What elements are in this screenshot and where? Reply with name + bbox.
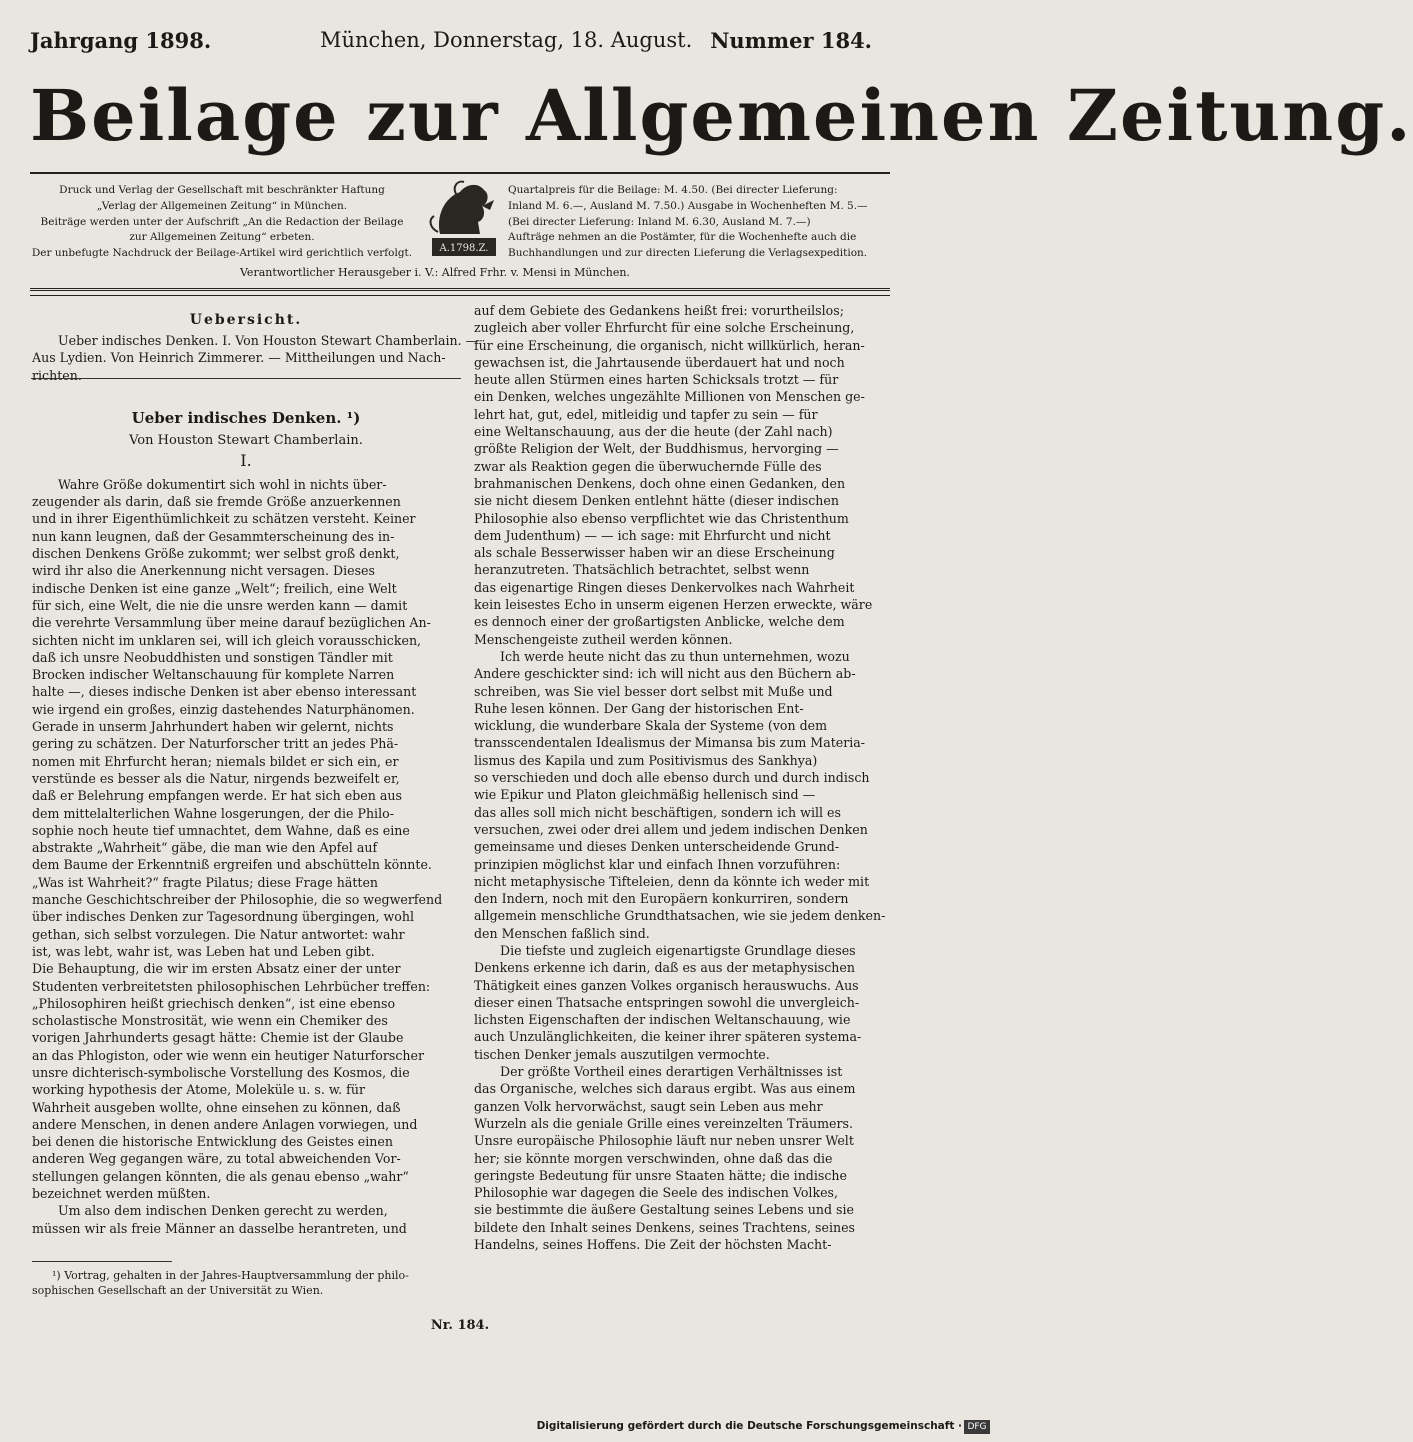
imprint-left <box>30 183 414 262</box>
text-line: ist, was lebt, wahr ist, was Leben hat und Leben gibt. <box>32 943 375 959</box>
text-line: unsre dichterisch-symbolische Vorstellung des Kosmos, die <box>32 1064 410 1080</box>
issue-year: Jahrgang 1898. <box>30 28 212 53</box>
text-line: ein Denken, welches ungezählte Millionen von Menschen ge- <box>474 389 865 405</box>
overview-divider <box>31 378 461 379</box>
text-line: das alles soll mich nicht beschäftigen, sondern ich will es <box>474 804 841 820</box>
text-line: das eigenartige Ringen dieses Denkervolkes nach Wahrheit <box>474 579 855 595</box>
text-line: her; sie könnte morgen verschwinden, ohne daß das die <box>474 1150 833 1166</box>
digitization-credit: Digitalisierung gefördert durch die Deutsche Forschungsgemeinschaft · <box>536 1420 962 1432</box>
overview-line: Ueber indisches Denken. I. Von Houston Stewart Chamberlain. — <box>58 333 479 348</box>
text-line: „Was ist Wahrheit?“ fragte Pilatus; diese Frage hätten <box>32 874 379 890</box>
text-line: heute allen Stürmen eines harten Schicksals trotzt — für <box>474 372 839 388</box>
text-line: Ich werde heute nicht das zu thun unternehmen, wozu <box>500 648 850 664</box>
text-line: wie Epikur und Platon gleichmäßig hellenisch sind — <box>474 787 816 803</box>
text-line: indische Denken ist eine ganze „Welt“; freilich, eine Welt <box>32 580 397 596</box>
text-line: Andere geschickter sind: ich will nicht aus den Büchern ab- <box>474 666 856 682</box>
text-line: sie bestimmte die äußere Gestaltung seines Lebens und sie <box>474 1202 854 1218</box>
text-line: daß er Belehrung empfangen werde. Er hat sich eben aus <box>32 788 402 804</box>
imprint-line: Quartalpreis für die Beilage: M. 4.50. (Bei directer Lieferung: <box>508 184 838 196</box>
text-line: allgemein menschliche Grundthatsachen, wie sie jedem denken- <box>474 908 886 924</box>
text-line: an das Phlogiston, oder wie wenn ein heutiger Naturforscher <box>32 1047 424 1063</box>
masthead-rule <box>30 172 890 174</box>
text-line: manche Geschichtschreiber der Philosophie, die so wegwerfend <box>32 892 443 908</box>
overview-line: Aus Lydien. Von Heinrich Zimmerer. — Mittheilungen und Nach- <box>32 350 446 366</box>
text-line: lismus des Kapila und zum Positivismus des Sankhya) <box>474 752 818 768</box>
text-line: lehrt hat, gut, edel, mitleidig und tapfer zu sein — für <box>474 406 818 422</box>
text-line: gewachsen ist, die Jahrtausende überdauert hat und noch <box>474 354 845 370</box>
text-line: nun kann leugnen, daß der Gesammterscheinung des in- <box>32 528 395 544</box>
header-double-rule <box>30 288 890 296</box>
text-line: Unsre europäische Philosophie läuft nur neben unsrer Welt <box>474 1133 854 1149</box>
imprint-line: zur Allgemeinen Zeitung“ erbeten. <box>129 231 315 244</box>
text-line: heranzutreten. Thatsächlich betrachtet, selbst wenn <box>474 562 810 578</box>
text-line: kein leisestes Echo in unserm eigenen Herzen erweckte, wäre <box>474 597 873 613</box>
text-line: zwar als Reaktion gegen die überwuchernde Fülle des <box>474 458 822 474</box>
right-column <box>474 302 896 1253</box>
text-line: bezeichnet werden müßten. <box>32 1186 211 1202</box>
text-line: andere Menschen, in denen andere Anlagen vorwiegen, und <box>32 1116 418 1132</box>
text-line: gethan, sich selbst vorzulegen. Die Natur antwortet: wahr <box>32 926 405 942</box>
text-line: Um also dem indischen Denken gerecht zu werden, <box>58 1203 388 1219</box>
text-line: den Indern, noch mit den Europäern konkurriren, sondern <box>474 891 849 907</box>
text-line: dischen Denkens Größe zukommt; wer selbst groß denkt, <box>32 546 400 562</box>
overview-title: Uebersicht. <box>189 312 303 328</box>
text-line: nicht metaphysische Tifteleien, denn da könnte ich weder mit <box>474 873 870 889</box>
text-line: Wurzeln als die geniale Grille eines vereinzelten Träumers. <box>474 1115 853 1131</box>
overview-line: richten. <box>32 367 82 383</box>
text-line: es dennoch einer der großartigsten Anblicke, welche dem <box>474 614 845 630</box>
imprint-line: Beiträge werden unter der Aufschrift „An die Redaction der Beilage <box>40 215 404 228</box>
text-line: müssen wir als freie Männer an dasselbe herantreten, und <box>32 1220 407 1236</box>
text-line: dieser einen Thatsache entspringen sowohl die unvergleich- <box>474 994 860 1010</box>
footnote <box>32 1268 460 1298</box>
text-line: anderen Weg gegangen wäre, zu total abweichenden Vor- <box>32 1151 401 1167</box>
text-line: Philosophie war dagegen die Seele des indischen Volkes, <box>474 1185 839 1201</box>
text-line: Studenten verbreitetsten philosophischen Lehrbücher treffen: <box>32 978 431 994</box>
left-column <box>32 312 479 1237</box>
text-line: wicklung, die wunderbare Skala der Systeme (von dem <box>474 718 828 734</box>
text-line: Menschengeiste zutheil werden können. <box>474 631 733 647</box>
text-line: für eine Erscheinung, die organisch, nicht willkürlich, heran- <box>474 337 865 353</box>
text-line: transscendentalen Idealismus der Mimansa bis zum Materia- <box>474 735 866 751</box>
text-line: bei denen die historische Entwicklung des Geistes einen <box>32 1134 393 1150</box>
page-number: Nr. 184. <box>430 1318 490 1333</box>
text-line: tischen Denker jemals auszutilgen vermochte. <box>474 1046 770 1062</box>
text-line: verstünde es besser als die Natur, nirgends bezweifelt er, <box>32 770 400 786</box>
text-line: Ruhe lesen können. Der Gang der historischen Ent- <box>474 700 804 716</box>
text-line: den Menschen faßlich sind. <box>474 925 650 941</box>
text-line: sichten nicht im unklaren sei, will ich gleich vorausschicken, <box>32 632 422 648</box>
imprint-right <box>508 183 894 262</box>
emblem-label: A.1798.Z. <box>439 243 489 254</box>
text-line: dem Judenthum) — — ich sage: mit Ehrfurcht und nicht <box>474 527 831 543</box>
imprint-line: (Bei directer Lieferung: Inland M. 6.30, Ausland M. 7.—) <box>508 215 811 228</box>
text-line: auch Unzulänglichkeiten, die keiner ihrer späteren systema- <box>474 1029 862 1045</box>
text-line: Die tiefste und zugleich eigenartigste Grundlage dieses <box>500 942 856 958</box>
right-column-text <box>474 302 896 1253</box>
text-line: Handelns, seines Hoffens. Die Zeit der höchsten Macht- <box>474 1237 832 1253</box>
text-line: gering zu schätzen. Der Naturforscher tritt an jedes Phä- <box>32 736 399 752</box>
text-line: wird ihr also die Anerkennung nicht versagen. Dieses <box>32 563 375 579</box>
text-line: working hypothesis der Atome, Moleküle u. s. w. für <box>32 1082 365 1098</box>
text-line: Der größte Vortheil eines derartigen Verhältnisses ist <box>500 1064 843 1080</box>
text-line: dem Baume der Erkenntniß ergreifen und abschütteln könnte. <box>32 857 432 873</box>
text-line: vorigen Jahrhunderts gesagt hätte: Chemie ist der Glaube <box>32 1030 404 1046</box>
text-line: nomen mit Ehrfurcht heran; niemals bildet er sich ein, er <box>32 753 399 769</box>
lion-emblem-icon <box>426 176 502 260</box>
text-line: Thätigkeit eines ganzen Volkes organisch herauswuchs. Aus <box>474 977 859 993</box>
text-line: daß ich unsre Neobuddhisten und sonstigen Tändler mit <box>32 649 393 665</box>
dfg-logo: DFG <box>964 1420 990 1434</box>
issue-header <box>30 28 872 58</box>
footnote-line: sophischen Gesellschaft an der Universität zu Wien. <box>32 1284 324 1297</box>
text-line: lichsten Eigenschaften der indischen Weltanschauung, wie <box>474 1012 851 1028</box>
text-line: halte —, dieses indische Denken ist aber ebenso interessant <box>32 684 417 700</box>
masthead-title: Beilage zur Allgemeinen Zeitung. <box>30 74 1413 157</box>
imprint-line: Druck und Verlag der Gesellschaft mit beschränkter Haftung <box>59 184 385 196</box>
text-line: versuchen, zwei oder drei allem und jedem indischen Denken <box>474 821 868 837</box>
text-line: zeugender als darin, daß sie fremde Größe anzuerkennen <box>32 494 401 510</box>
article-author: Von Houston Stewart Chamberlain. <box>129 432 363 448</box>
article-title: Ueber indisches Denken. ¹) <box>131 408 361 427</box>
text-line: sie nicht diesem Denken entlehnt hätte (dieser indischen <box>474 493 839 509</box>
left-column-text <box>32 476 460 1237</box>
text-line: Die Behauptung, die wir im ersten Absatz einer der unter <box>32 961 401 977</box>
footnote-line: ¹) Vortrag, gehalten in der Jahres-Hauptversammlung der philo- <box>52 1269 409 1282</box>
issue-place-date: München, Donnerstag, 18. August. <box>320 28 693 52</box>
text-line: dem mittelalterlichen Wahne losgerungen, der die Philo- <box>32 805 394 821</box>
text-line: stellungen gelangen könnten, die als genau ebenso „wahr“ <box>32 1168 409 1184</box>
text-line: ganzen Volk hervorwächst, saugt sein Leben aus mehr <box>474 1098 823 1114</box>
text-line: schreiben, was Sie viel besser dort selbst mit Muße und <box>474 683 833 699</box>
text-line: für sich, eine Welt, die nie die unsre werden kann — damit <box>32 597 408 613</box>
imprint-line: Inland M. 6.—, Ausland M. 7.50.) Ausgabe in Wochenheften M. 5.— <box>508 199 868 212</box>
text-line: sophie noch heute tief umnachtet, dem Wahne, daß es eine <box>32 822 410 838</box>
text-line: eine Weltanschauung, aus der die heute (der Zahl nach) <box>474 424 833 440</box>
imprint-line: Buchhandlungen und zur directen Lieferung die Verlagsexpedition. <box>508 247 868 260</box>
article-part: I. <box>240 450 252 470</box>
text-line: bildete den Inhalt seines Denkens, seines Trachtens, seines <box>474 1219 856 1235</box>
text-line: Brocken indischer Weltanschauung für komplete Narren <box>32 667 395 683</box>
text-line: und in ihrer Eigenthümlichkeit zu schätzen versteht. Keiner <box>32 511 416 527</box>
text-line: prinzipien möglichst klar und einfach Ihnen vorzuführen: <box>474 856 841 872</box>
issue-number: Nummer 184. <box>710 28 872 53</box>
text-line: geringste Bedeutung für unsre Staaten hätte; die indische <box>474 1167 847 1183</box>
text-line: als schale Besserwisser haben wir an diese Erscheinung <box>474 545 835 561</box>
text-line: über indisches Denken zur Tagesordnung übergingen, wohl <box>32 909 414 925</box>
text-line: Gerade in unserm Jahrhundert haben wir gelernt, nichts <box>32 719 394 735</box>
text-line: Wahre Größe dokumentirt sich wohl in nichts über- <box>58 476 387 492</box>
text-line: Philosophie also ebenso verpflichtet wie das Christenthum <box>474 510 849 526</box>
text-line: abstrakte „Wahrheit“ gäbe, die man wie den Apfel auf <box>32 840 378 856</box>
text-line: „Philosophiren heißt griechisch denken“, ist eine ebenso <box>32 995 396 1011</box>
text-line: größte Religion der Welt, der Buddhismus, hervorging — <box>474 441 839 457</box>
text-line: brahmanischen Denkens, doch ohne einen Gedanken, den <box>474 475 846 491</box>
text-line: auf dem Gebiete des Gedankens heißt frei: vorurtheilslos; <box>474 303 844 318</box>
editor-line: Verantwortlicher Herausgeber i. V.: Alfred Frhr. v. Mensi in München. <box>240 266 630 279</box>
text-line: Wahrheit ausgeben wollte, ohne einsehen zu können, daß <box>32 1099 401 1115</box>
imprint-line: Der unbefugte Nachdruck der Beilage-Artikel wird gerichtlich verfolgt. <box>31 247 413 260</box>
text-line: so verschieden und doch alle ebenso durch und durch indisch <box>474 770 870 786</box>
text-line: zugleich aber voller Ehrfurcht für eine solche Erscheinung, <box>474 320 855 336</box>
text-line: gemeinsame und dieses Denken unterscheidende Grund- <box>474 839 840 855</box>
text-line: scholastische Monstrosität, wie wenn ein Chemiker des <box>32 1013 388 1029</box>
imprint-line: „Verlag der Allgemeinen Zeitung“ in München. <box>96 199 348 212</box>
text-line: Denkens erkenne ich darin, daß es aus der metaphysischen <box>474 960 855 976</box>
text-line: wie irgend ein großes, einzig dastehendes Naturphänomen. <box>32 701 415 717</box>
imprint-line: Aufträge nehmen an die Postämter, für die Wochenhefte auch die <box>508 231 857 244</box>
text-line: das Organische, welches sich daraus ergibt. Was aus einem <box>474 1081 856 1097</box>
footnote-rule <box>32 1261 172 1262</box>
text-line: die verehrte Versammlung über meine darauf bezüglichen An- <box>32 615 431 631</box>
